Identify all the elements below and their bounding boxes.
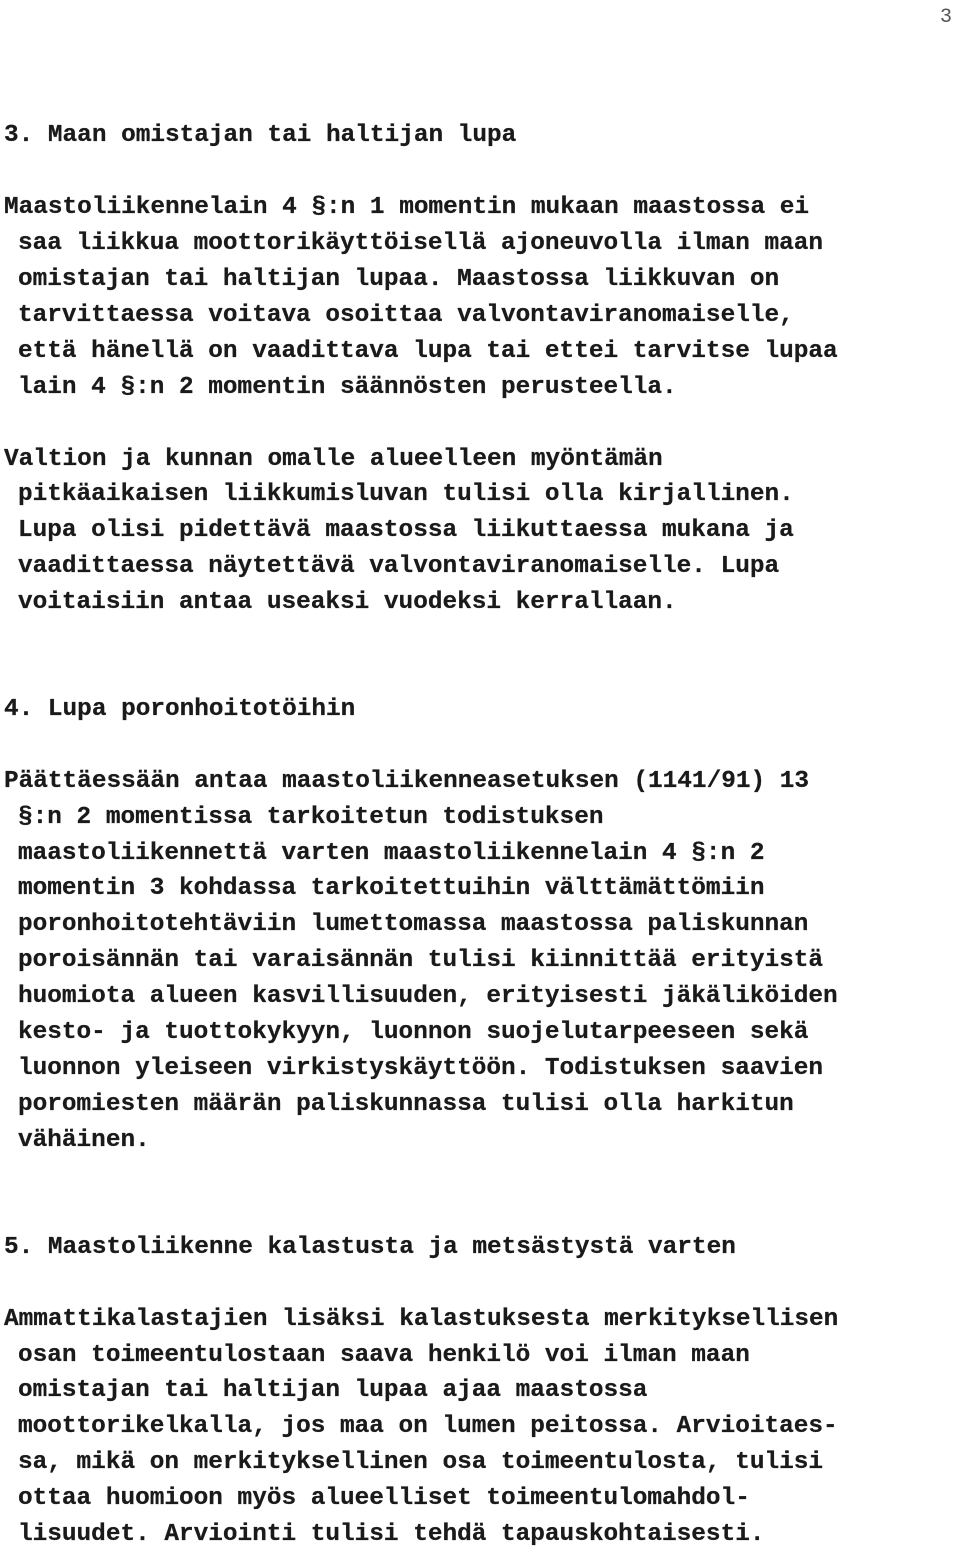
paragraph-line: huomiota alueen kasvillisuuden, erityisesti jäkäliköiden (18, 983, 838, 1010)
paragraph-line: omistajan tai haltijan lupaa ajaa maastossa (18, 1377, 648, 1404)
paragraph-line: poromiesten määrän paliskunnassa tulisi olla harkitun (18, 1091, 794, 1118)
section-heading: 5. Maastoliikenne kalastusta ja metsästystä varten (4, 1234, 736, 1261)
paragraph-line: poroisännän tai varaisännän tulisi kiinnittää erityistä (18, 947, 824, 974)
paragraph-line: Päättäessään antaa maastoliikenneasetuksen (1141/91) 13 (4, 768, 810, 795)
paragraph-line: Ammattikalastajien lisäksi kalastuksesta merkityksellisen (4, 1306, 839, 1333)
paragraph-line: Lupa olisi pidettävä maastossa liikuttaessa mukana ja (18, 517, 794, 544)
paragraph-line: vaadittaessa näytettävä valvontaviranomaiselle. Lupa (18, 553, 780, 580)
paragraph-line: lain 4 §:n 2 momentin säännösten perusteella. (18, 374, 677, 401)
section-heading: 4. Lupa poronhoitotöihin (4, 696, 356, 723)
paragraph-line: Valtion ja kunnan omalle alueelleen myöntämän (4, 446, 663, 473)
paragraph-line: saa liikkua moottorikäyttöisellä ajoneuvolla ilman maan (18, 230, 824, 257)
paragraph-line: Maastoliikennelain 4 §:n 1 momentin mukaan maastossa ei (4, 194, 810, 221)
paragraph-line: sa, mikä on merkityksellinen osa toimeentulosta, tulisi (18, 1449, 824, 1476)
paragraph-line: tarvittaessa voitava osoittaa valvontaviranomaiselle, (18, 302, 794, 329)
paragraph-line: poronhoitotehtäviin lumettomassa maastossa paliskunnan (18, 911, 809, 938)
paragraph-line: §:n 2 momentissa tarkoitetun todistuksen (18, 804, 604, 831)
page-number: 3 (939, 6, 952, 29)
paragraph-line: voitaisiin antaa useaksi vuodeksi kerrallaan. (18, 589, 677, 616)
paragraph-line: lisuudet. Arviointi tulisi tehdä tapauskohtaisesti. (18, 1521, 765, 1548)
paragraph-line: ottaa huomioon myös alueelliset toimeentulomahdol- (18, 1485, 750, 1512)
paragraph-line: että hänellä on vaadittava lupa tai ettei tarvitse lupaa (18, 338, 838, 365)
paragraph-line: maastoliikennettä varten maastoliikennelain 4 §:n 2 (18, 840, 765, 867)
section-heading: 3. Maan omistajan tai haltijan lupa (4, 122, 517, 149)
paragraph-line: osan toimeentulostaan saava henkilö voi ilman maan (18, 1342, 750, 1369)
paragraph-line: vähäinen. (18, 1127, 150, 1154)
paragraph-line: kesto- ja tuottokykyyn, luonnon suojelutarpeeseen sekä (18, 1019, 809, 1046)
paragraph-line: moottorikelkalla, jos maa on lumen peitossa. Arvioitaes- (18, 1413, 838, 1440)
paragraph-line: pitkäaikaisen liikkumisluvan tulisi olla kirjallinen. (18, 481, 794, 508)
paragraph-line: momentin 3 kohdassa tarkoitettuihin välttämättömiin (18, 875, 765, 902)
paragraph-line: luonnon yleiseen virkistyskäyttöön. Todistuksen saavien (18, 1055, 824, 1082)
paragraph-line: omistajan tai haltijan lupaa. Maastossa liikkuvan on (18, 266, 780, 293)
